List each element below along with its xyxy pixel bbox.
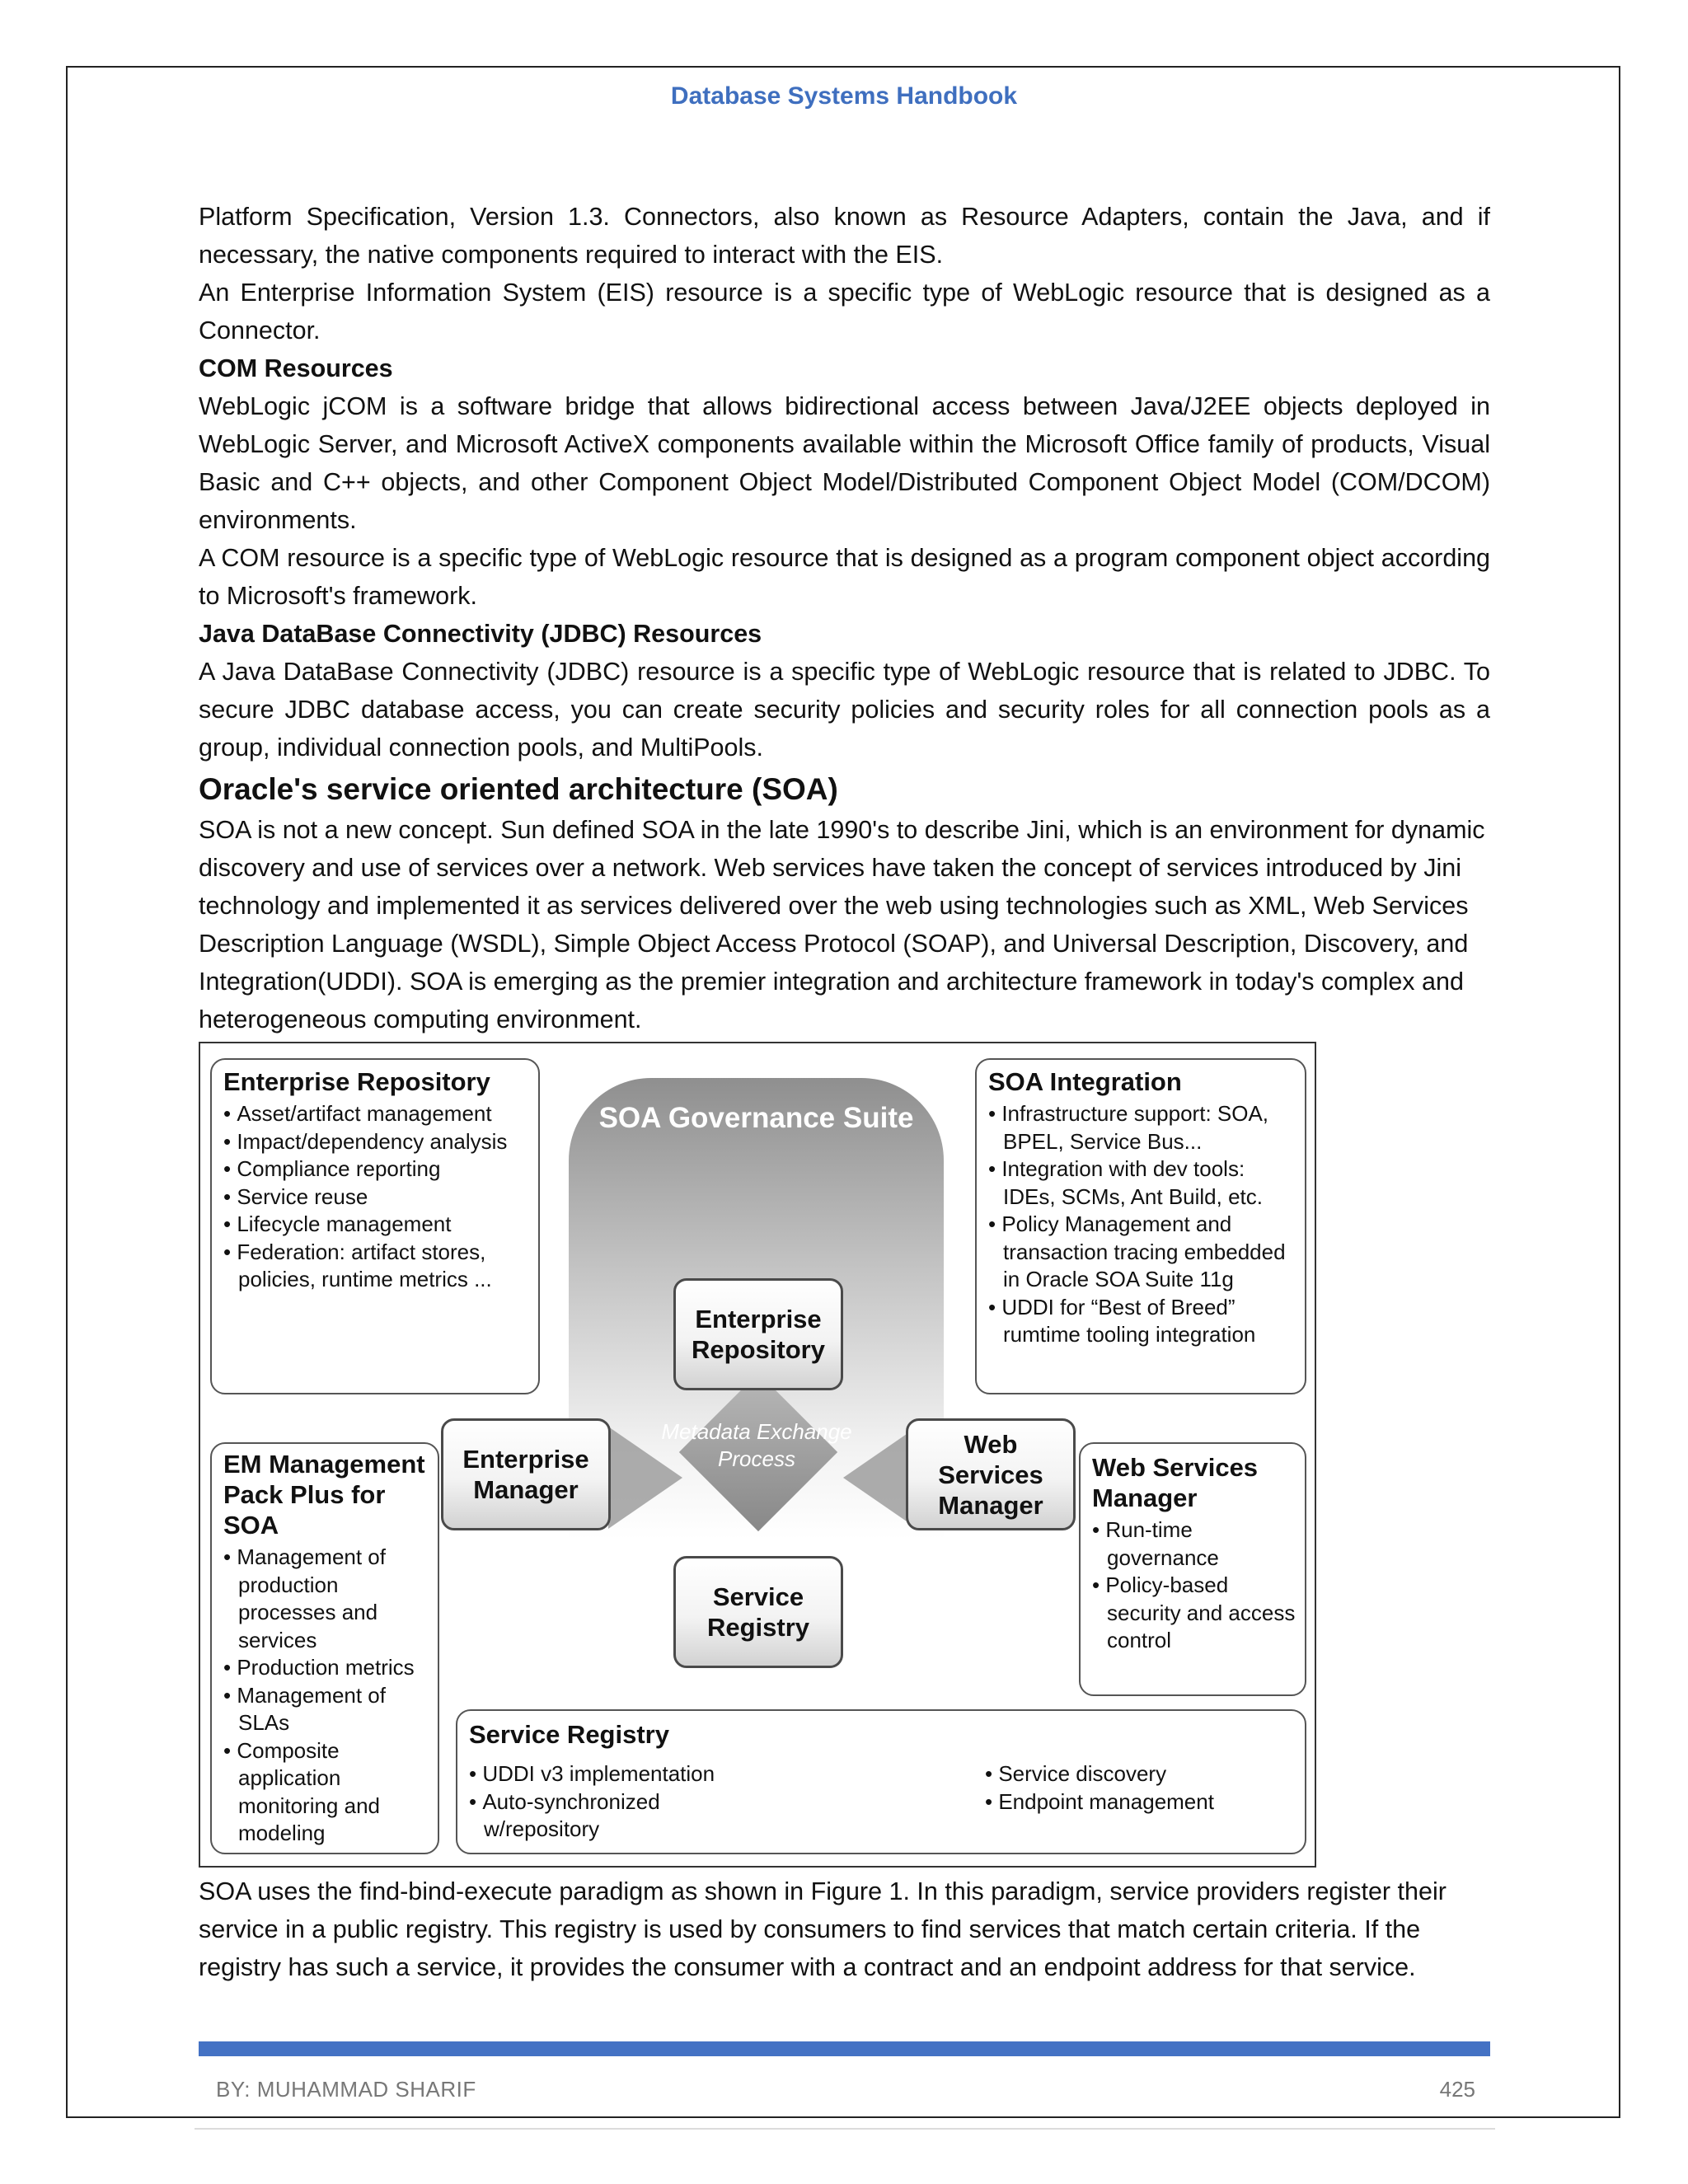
- list-item: • Service reuse: [223, 1183, 538, 1212]
- list-item: • Policy Management and transaction tracing embedded in Oracle SOA Suite 11g: [988, 1211, 1296, 1294]
- web-services-manager-box: [1079, 1442, 1306, 1696]
- list-item: • Impact/dependency analysis: [223, 1128, 538, 1156]
- list-item: • Infrastructure support: SOA, BPEL, Service Bus...: [988, 1100, 1296, 1155]
- em-management-pack-box: [210, 1442, 439, 1854]
- paragraph: WebLogic jCOM is a software bridge that allows bidirectional access between Java/J2EE objects deployed in WebLogic Server, and Microsoft ActiveX components available within the Microsoft Office family of products, Visual Basic and C++ objects, and other Component Object Model/Distributed Component Object Model (COM/DCOM) environments.: [199, 392, 1490, 534]
- list-item: • Composite application monitoring and modeling: [223, 1737, 434, 1848]
- center-service-registry: Service Registry: [673, 1556, 843, 1668]
- list-item: • Policy-based security and access control: [1092, 1572, 1300, 1655]
- soa-governance-diagram: [199, 1042, 1316, 1868]
- center-enterprise-repository: Enterprise Repository: [673, 1278, 843, 1390]
- box-title: Web Services Manager: [1092, 1453, 1259, 1512]
- soa-integration-list: [988, 1100, 1296, 1349]
- header-title: Database Systems Handbook: [670, 82, 1018, 110]
- enterprise-repository-box: [210, 1058, 540, 1394]
- box-title: Enterprise Repository: [223, 1067, 490, 1096]
- list-item: • Federation: artifact stores, policies, runtime metrics ...: [223, 1239, 538, 1294]
- box-title: SOA Integration: [988, 1067, 1182, 1096]
- list-item: • UDDI for “Best of Breed” rumtime tooling integration: [988, 1294, 1296, 1349]
- service-registry-list-left: [469, 1760, 716, 1844]
- soa-integration-box: [975, 1058, 1306, 1394]
- bottom-divider: [195, 2128, 1495, 2130]
- service-registry-list-right: [985, 1760, 1282, 1816]
- paragraph: An Enterprise Information System (EIS) resource is a specific type of WebLogic resource that is designed as a Connector.: [199, 279, 1490, 344]
- list-item: • Management of SLAs: [223, 1682, 434, 1737]
- center-web-services-manager: Web Services Manager: [906, 1418, 1076, 1530]
- list-item: • Run-time governance: [1092, 1516, 1300, 1572]
- list-item: • Service discovery: [985, 1760, 1282, 1788]
- governance-suite-label: SOA Governance Suite: [598, 1102, 914, 1134]
- list-item: • Integration with dev tools: IDEs, SCMs, Ant Build, etc.: [988, 1155, 1296, 1211]
- footer-rule: [199, 2041, 1490, 2056]
- web-services-manager-list: [1092, 1516, 1300, 1655]
- footer-author: BY: MUHAMMAD SHARIF: [216, 2077, 476, 2102]
- metadata-exchange-label: Metadata Exchange Process: [661, 1419, 852, 1471]
- list-item: • Management of production processes and services: [223, 1544, 434, 1654]
- section-heading-com: COM Resources: [199, 354, 393, 382]
- paragraph: SOA uses the find-bind-execute paradigm as shown in Figure 1. In this paradigm, service providers register their service in a public registry. This registry is used by consumers to find services that match certain criteria. If the registry has such a service, it provides the consumer with a contract and an endpoint address for that service.: [199, 1877, 1447, 1981]
- list-item: • Asset/artifact management: [223, 1100, 538, 1128]
- page-content: [199, 198, 1490, 1986]
- list-item: • Lifecycle management: [223, 1211, 538, 1239]
- service-registry-box: [456, 1709, 1306, 1854]
- enterprise-repository-list: [223, 1100, 538, 1294]
- paragraph: A COM resource is a specific type of WebLogic resource that is designed as a program component object according to Microsoft's framework.: [199, 544, 1490, 610]
- list-item: • Endpoint management: [985, 1788, 1282, 1816]
- em-pack-list: [223, 1544, 434, 1848]
- list-item: • Compliance reporting: [223, 1155, 538, 1183]
- page-number: 425: [1439, 2077, 1475, 2102]
- paragraph: SOA is not a new concept. Sun defined SOA in the late 1990's to describe Jini, which is an environment for dynamic discovery and use of services over a network. Web services have taken the concept of services introduced by Jini technology and implemented it as services delivered over the web using technologies such as XML, Web Services Description Language (WSDL), Simple Object Access Protocol (SOAP), and Universal Description, Discovery, and Integration(UDDI). SOA is emerging as the premier integration and architecture framework in today's complex and heterogeneous computing environment.: [199, 816, 1485, 1033]
- paragraph: A Java DataBase Connectivity (JDBC) resource is a specific type of WebLogic resource that is related to JDBC. To secure JDBC database access, you can create security policies and security roles for all connection pools as a group, individual connection pools, and MultiPools.: [199, 658, 1490, 762]
- section-heading-jdbc: Java DataBase Connectivity (JDBC) Resources: [199, 620, 762, 648]
- box-title: Service Registry: [469, 1720, 669, 1749]
- section-heading-soa: Oracle's service oriented architecture (SOA): [199, 772, 838, 806]
- list-item: • Production metrics: [223, 1654, 434, 1682]
- paragraph: Platform Specification, Version 1.3. Connectors, also known as Resource Adapters, contain the Java, and if necessary, the native components required to interact with the EIS.: [199, 203, 1490, 269]
- center-enterprise-manager: Enterprise Manager: [441, 1418, 611, 1530]
- list-item: • Auto-synchronized w/repository: [469, 1788, 716, 1844]
- list-item: • UDDI v3 implementation: [469, 1760, 716, 1788]
- box-title: EM Management Pack Plus for SOA: [223, 1450, 425, 1540]
